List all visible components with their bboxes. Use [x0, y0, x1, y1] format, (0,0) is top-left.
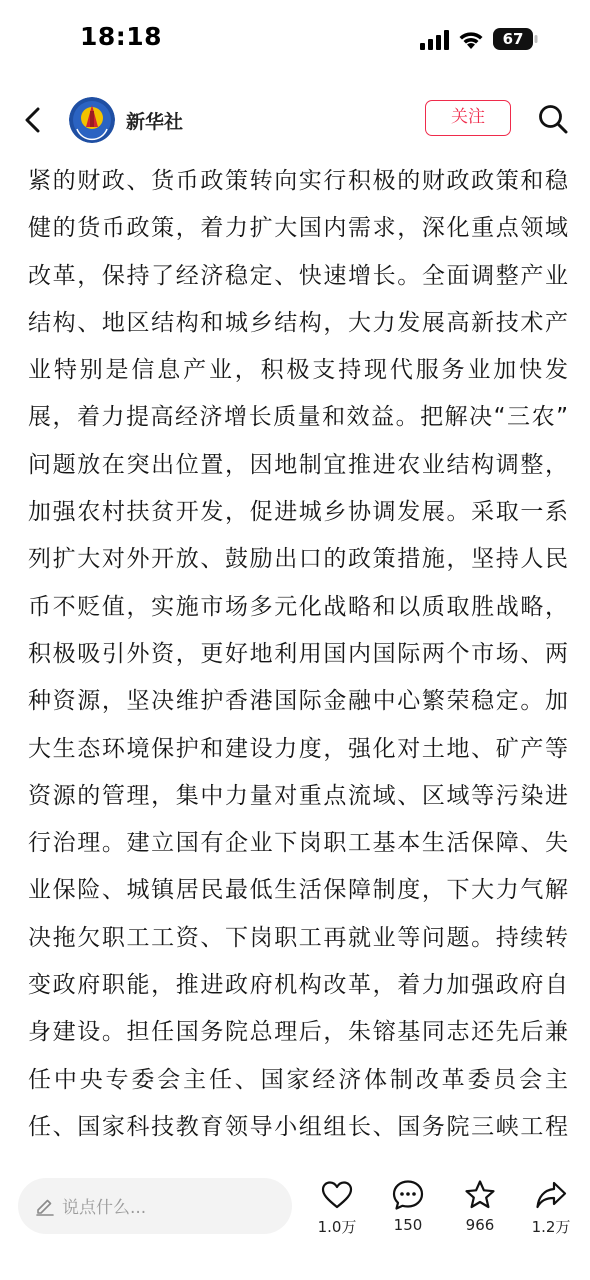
- article-header: [0, 90, 590, 150]
- battery-indicator: [493, 28, 539, 50]
- avatar[interactable]: [69, 97, 115, 143]
- comment-count: 150: [393, 1216, 423, 1234]
- article-line: 业保险、城镇居民最低生活保障制度，下大力气解: [28, 877, 568, 904]
- article-line: 列扩大对外开放、鼓励出口的政策措施，坚持人民: [28, 546, 568, 573]
- article-line: 任、国家科技教育领导小组组长、国务院三峡工程: [28, 1113, 568, 1140]
- pen-icon: [35, 1196, 55, 1216]
- article-line: 币不贬值，实施市场多元化战略和以质取胜战略，: [28, 593, 568, 620]
- article-line: 决拖欠职工工资、下岗职工再就业等问题。持续转: [28, 924, 568, 951]
- article-line: 大生态环境保护和建设力度，强化对土地、矿产等: [28, 735, 568, 762]
- article-line: 展，着力提高经济增长质量和效益。把解决“三农”: [28, 404, 568, 431]
- comment-bubble-icon: [391, 1178, 425, 1212]
- article-line: 积极吸引外资，更好地利用国内国际两个市场、两: [28, 640, 568, 667]
- article-line: 行治理。建立国有企业下岗职工基本生活保障、失: [28, 830, 568, 857]
- cellular-signal-icon: [420, 30, 450, 50]
- article-line: 健的货币政策，着力扩大国内需求，深化重点领域: [28, 215, 568, 242]
- article-line: 变政府职能，推进政府机构改革，着力加强政府自: [28, 972, 568, 999]
- xinhua-logo-icon: [69, 97, 115, 143]
- article-line: 身建设。担任国务院总理后，朱镕基同志还先后兼: [28, 1019, 568, 1046]
- favorite-button[interactable]: [450, 1178, 510, 1248]
- article-line: 紧的财政、货币政策转向实行积极的财政政策和稳: [28, 168, 568, 194]
- share-arrow-icon: [534, 1178, 568, 1212]
- article-line: [28, 1151, 568, 1160]
- wifi-icon: [457, 28, 485, 50]
- star-icon: [463, 1178, 497, 1212]
- article-line: 问题放在突出位置，因地制宜推进农业结构调整，: [28, 451, 568, 478]
- like-button[interactable]: [307, 1178, 367, 1248]
- follow-button[interactable]: 关注: [425, 100, 511, 136]
- bottom-action-bar: [0, 1160, 590, 1280]
- share-count: 1.2万: [531, 1218, 571, 1236]
- article-line: 改革，保持了经济稳定、快速增长。全面调整产业: [28, 262, 568, 289]
- account-name[interactable]: 新华社: [126, 111, 184, 133]
- article-body: [28, 158, 568, 1160]
- battery-level: 67: [502, 30, 524, 48]
- article-line: 资源的管理，集中力量对重点流域、区域等污染进: [28, 782, 568, 809]
- favorite-count: 966: [465, 1216, 495, 1234]
- status-time: 18:18: [80, 22, 163, 51]
- article-line: 任中央专委会主任、国家经济体制改革委员会主: [28, 1066, 568, 1093]
- comment-input[interactable]: [18, 1178, 292, 1234]
- chevron-left-icon[interactable]: [16, 100, 52, 140]
- heart-icon: [320, 1178, 354, 1212]
- comment-button[interactable]: [378, 1178, 438, 1248]
- search-icon[interactable]: [536, 102, 570, 136]
- like-count: 1.0万: [317, 1218, 357, 1236]
- comment-placeholder: 说点什么...: [62, 1198, 147, 1218]
- article-line: 业特别是信息产业，积极支持现代服务业加快发: [28, 357, 568, 384]
- share-button[interactable]: [521, 1178, 581, 1248]
- article-line: 加强农村扶贫开发，促进城乡协调发展。采取一系: [28, 499, 568, 526]
- status-bar: [0, 0, 590, 80]
- article-line: 结构、地区结构和城乡结构，大力发展高新技术产: [28, 309, 568, 336]
- article-line: 种资源，坚决维护香港国际金融中心繁荣稳定。加: [28, 688, 568, 715]
